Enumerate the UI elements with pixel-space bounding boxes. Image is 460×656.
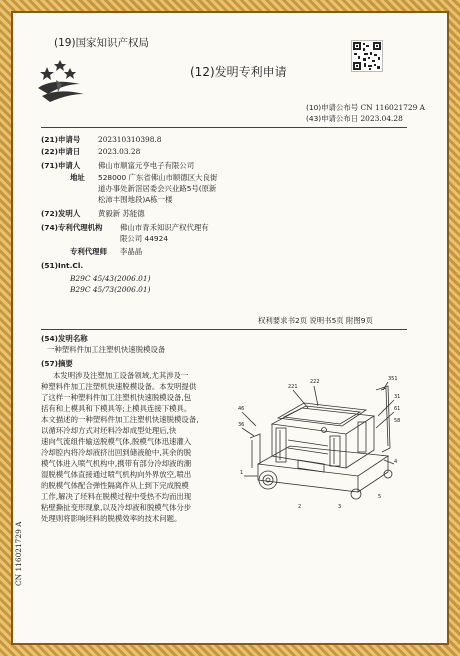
side-pub-code: CN 116021729 A [14, 521, 23, 586]
cnipa-emblem-icon [34, 50, 88, 108]
agent-label: 专利代理师 [70, 247, 107, 256]
patent-document [16, 16, 444, 640]
ipc-1: B29C 45/43(2006.01) [70, 274, 151, 283]
figure-label: 31 [394, 394, 401, 400]
agency-label: (74)专利代理机构 [41, 223, 103, 232]
address-line-1: 528000 广东省佛山市顺德区大良街 [98, 173, 218, 182]
figure-label: 221 [288, 384, 298, 390]
figure-label: 1 [240, 470, 244, 476]
agency-line-1: 佛山市青禾知识产权代理有 [120, 223, 209, 232]
inventor-label: (72)发明人 [41, 209, 81, 218]
figure-label: 351 [388, 376, 398, 382]
agent: 李晶晶 [120, 247, 143, 256]
header-divider [41, 127, 407, 128]
abstract-line: 冷却腔内将冷却液挤出回到储液舱中,其余的脱 [41, 448, 192, 457]
abstract-line: 处理则将影响坯料的脱模效率的技术问题。 [41, 514, 182, 523]
figure-label: 46 [238, 406, 245, 412]
doc-type-heading: (12)发明专利申请 [190, 65, 287, 79]
page-counts: 权利要求书2页 说明书5页 附图9页 [258, 316, 373, 325]
abstract-line: 了这样一种塑料件加工注塑机快速脱模设备,包 [41, 393, 192, 402]
abstract-line: 以循环冷却方式对坯料冷却成型处理后,快 [41, 426, 177, 435]
publication-number: (10)申请公布号 CN 116021729 A [306, 103, 425, 112]
figure-label: 36 [238, 422, 245, 428]
abstract-line: 的脱模气体配合弹性隔离件从上到下完成脱模 [41, 481, 189, 490]
agency-line-2: 限公司 44924 [120, 234, 169, 243]
abstract-line: 模气体进入喷气机构中,携带有部分冷却液的潮 [41, 459, 192, 468]
abstract-line: 本文描述的一种塑料件加工注塑机快速脱模设备, [41, 415, 199, 424]
app-no-label: (21)申请号 [41, 135, 81, 144]
abstract-line: 粘壁撕扯变形现象,以及冷却液和脱模气体分步 [41, 503, 192, 512]
figure-label: 5 [378, 494, 382, 500]
abstract-line: 本发明涉及注塑加工设备领域,尤其涉及一 [53, 371, 189, 380]
figure-label: 58 [394, 418, 401, 424]
qr-code-icon [351, 40, 383, 72]
abstract-line: 湿脱模气体直接通过喷气机构向外界放空,喷出 [41, 470, 192, 479]
abstract-figure [238, 368, 408, 513]
abstract-label: (57)摘要 [41, 359, 73, 368]
figure-label: 4 [394, 459, 398, 465]
office-heading: (19)国家知识产权局 [54, 37, 150, 49]
counts-divider [41, 329, 407, 330]
abstract-line: 括有和上模具和下模具等;上模具连接下模具。 [41, 404, 192, 413]
applicant: 佛山市顺富元亨电子有限公司 [98, 161, 195, 170]
app-date: 2023.03.28 [98, 147, 141, 156]
abstract-line: 速向气流组件输送脱模气体,脱模气体迅速灌入 [41, 437, 192, 446]
inventors: 黄毅新 苏能德 [98, 209, 145, 218]
publication-date: (43)申请公布日 2023.04.28 [306, 114, 403, 123]
ipc-label: (51)Int.Cl. [41, 261, 84, 270]
app-no: 202310310398.8 [98, 135, 162, 144]
address-line-2: 道办事处新滘居委会兴业路5号(原新 [98, 184, 217, 193]
applicant-label: (71)申请人 [41, 161, 81, 170]
title-label: (54)发明名称 [41, 334, 88, 343]
figure-label: 2 [298, 504, 302, 510]
invention-title: 一种塑料件加工注塑机快速脱模设备 [47, 345, 166, 354]
address-line-3: 松沛丰围地段)A栋一楼 [98, 195, 173, 204]
abstract-line: 种塑料件加工注塑机快速脱模设备。本发明提供 [41, 382, 197, 391]
ipc-2: B29C 45/73(2006.01) [70, 285, 151, 294]
figure-label: 222 [310, 379, 320, 385]
address-label: 地址 [70, 173, 85, 182]
app-date-label: (22)申请日 [41, 147, 81, 156]
figure-label: 3 [338, 504, 342, 510]
figure-label: 61 [394, 406, 401, 412]
abstract-line: 工作,解决了坯料在脱模过程中受热不均而出现 [41, 492, 192, 501]
